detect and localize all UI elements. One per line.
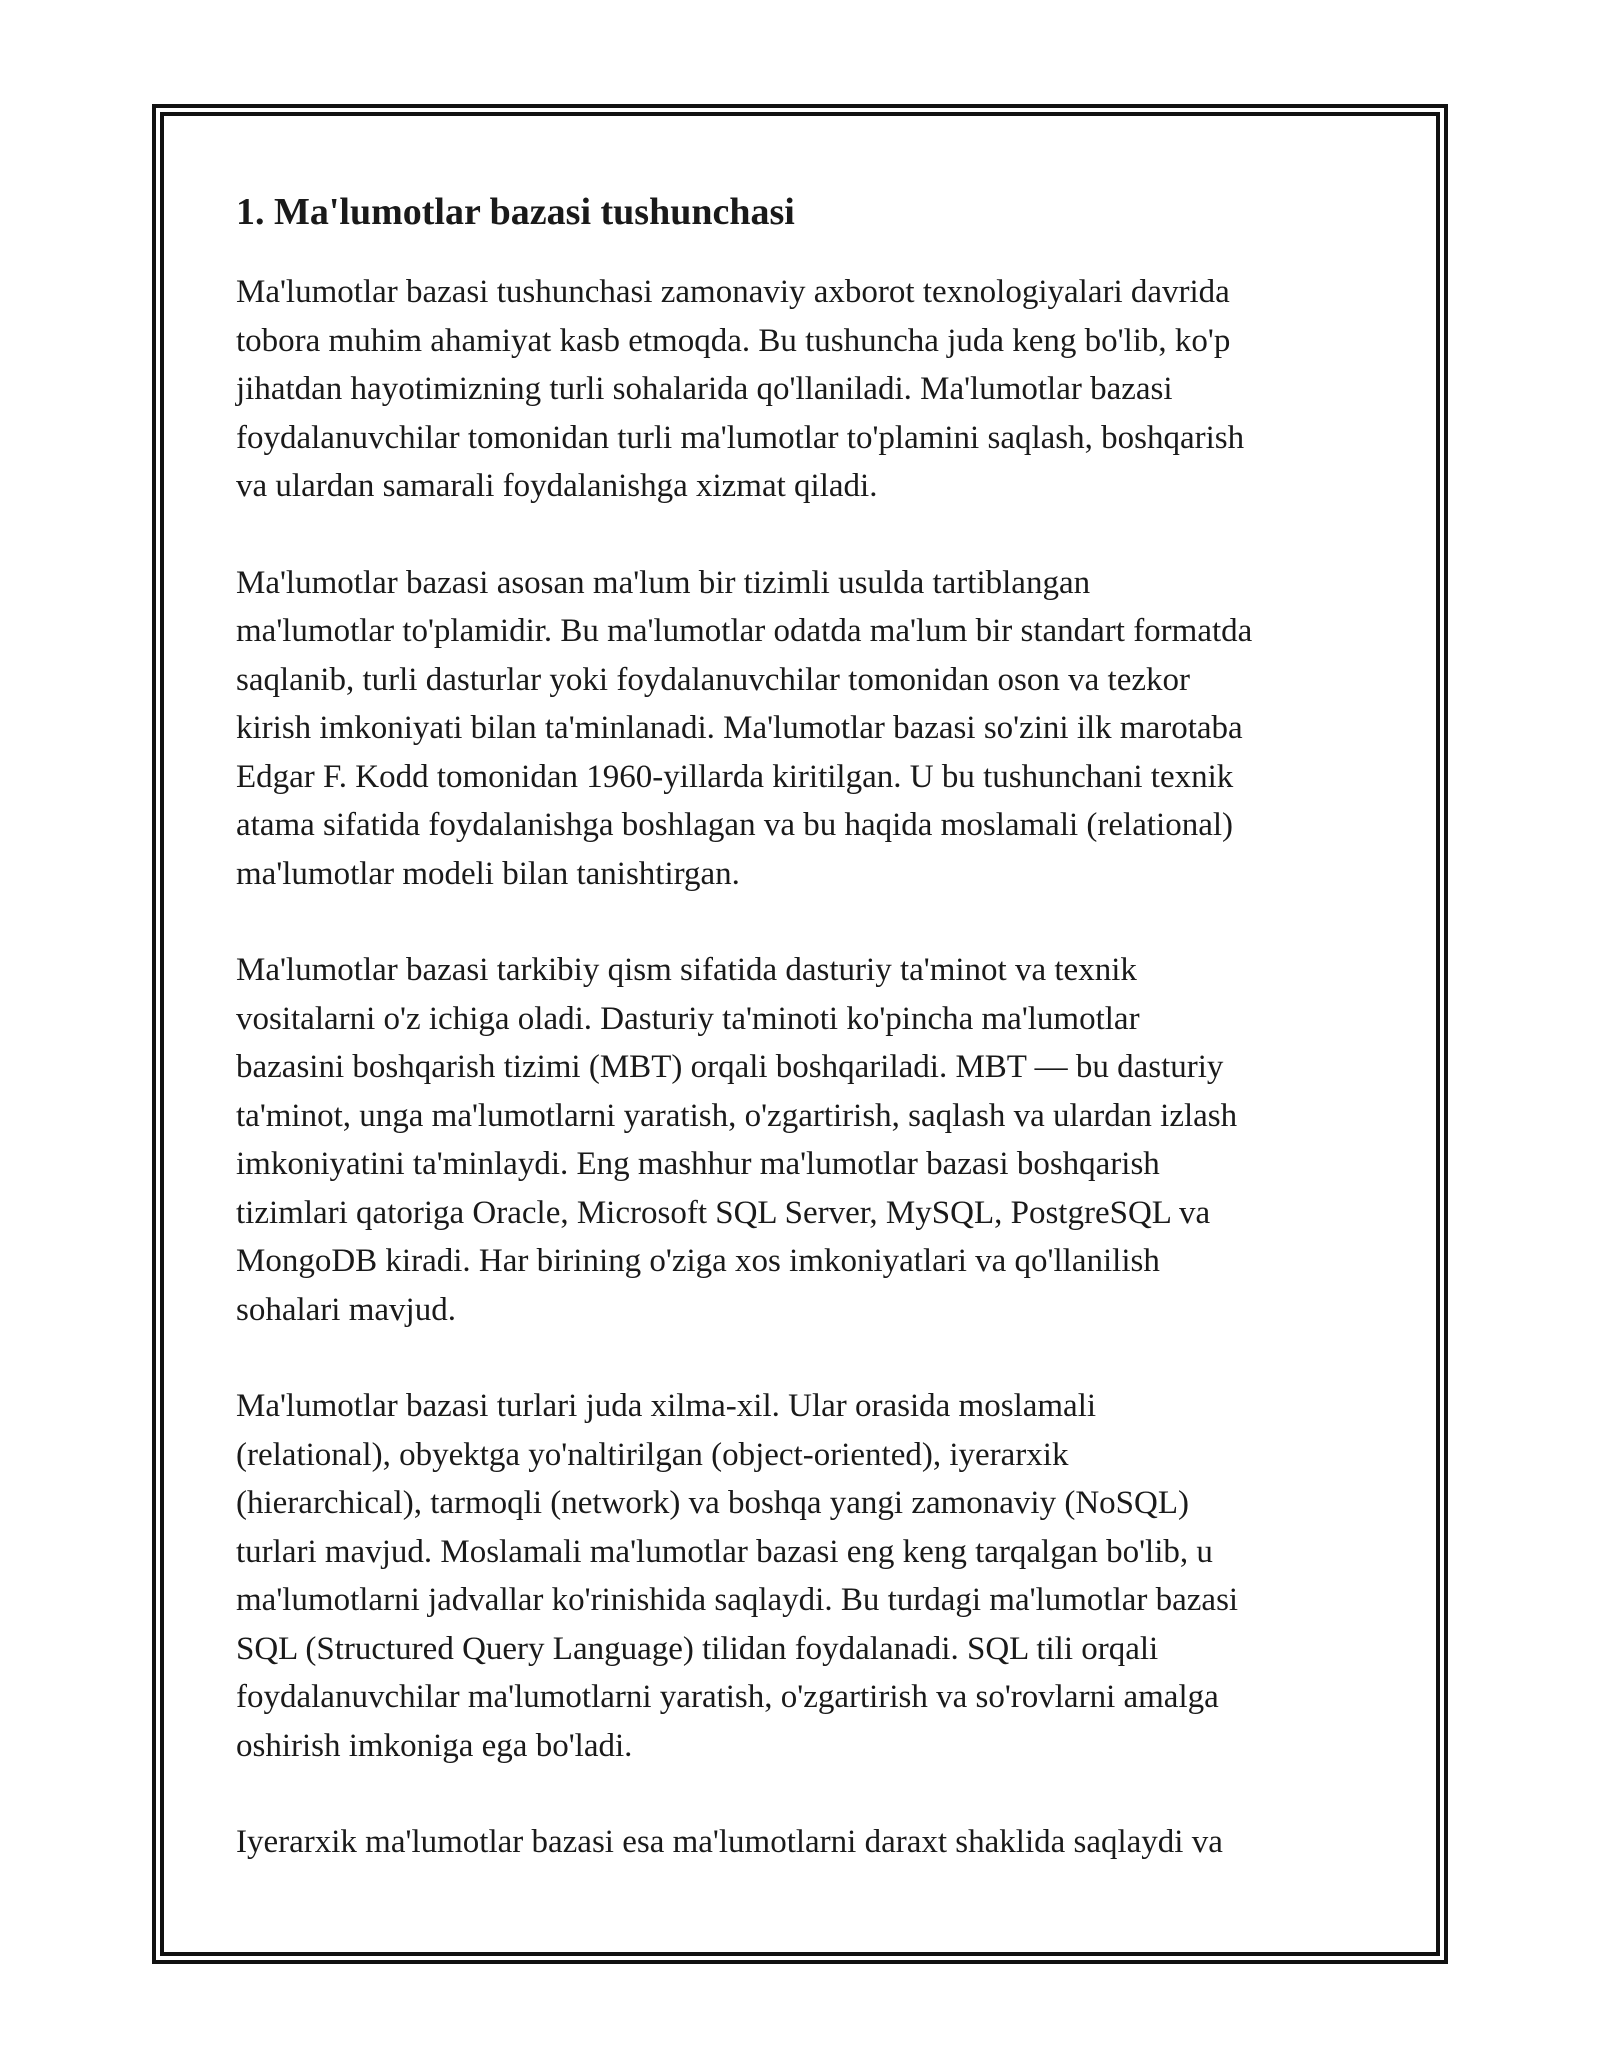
paragraph-line: tobora muhim ahamiyat kasb etmoqda. Bu tushuncha juda keng bo'lib, ko'p — [236, 322, 1231, 359]
paragraph — [236, 946, 1386, 1334]
paragraph-line: atama sifatida foydalanishga boshlagan va bu haqida moslamali (relational) — [236, 807, 1233, 843]
paragraph-line: (relational), obyektga yo'naltirilgan (object-oriented), iyerarxik — [236, 1436, 1069, 1473]
paragraph-line: jihatdan hayotimizning turli sohalarida qo'llaniladi. Ma'lumotlar bazasi — [236, 371, 1173, 407]
document-body — [236, 186, 1386, 1915]
paragraph-line: va ulardan samarali foydalanishga xizmat qiladi. — [236, 468, 878, 504]
paragraph-line: Ma'lumotlar bazasi asosan ma'lum bir tizimli usulda tartiblangan — [236, 564, 1091, 601]
paragraph-line: ma'lumotlar to'plamidir. Bu ma'lumotlar odatda ma'lum bir standart formatda — [236, 613, 1253, 649]
paragraph-line: sohalari mavjud. — [236, 1291, 456, 1328]
paragraph — [236, 1818, 1386, 1867]
paragraph-line: foydalanuvchilar ma'lumotlarni yaratish, o'zgartirish va so'rovlarni amalga — [236, 1679, 1219, 1715]
paragraph-line: imkoniyatini ta'minlaydi. Eng mashhur ma'lumotlar bazasi boshqarish — [236, 1146, 1160, 1182]
section-heading: 1. Ma'lumotlar bazasi tushunchasi — [236, 191, 795, 233]
paragraph-list — [236, 268, 1386, 1867]
paragraph-line: Ma'lumotlar bazasi tarkibiy qism sifatida dasturiy ta'minot va texnik — [236, 952, 1137, 988]
paragraph-line: oshirish imkoniga ega bo'ladi. — [236, 1727, 633, 1764]
paragraph-line: saqlanib, turli dasturlar yoki foydalanuvchilar tomonidan oson va tezkor — [236, 661, 1191, 698]
paragraph-line: vositalarni o'z ichiga oladi. Dasturiy ta'minoti ko'pincha ma'lumotlar — [236, 1000, 1140, 1037]
paragraph — [236, 268, 1386, 511]
paragraph-line: ta'minot, unga ma'lumotlarni yaratish, o'zgartirish, saqlash va ulardan izlash — [236, 1097, 1238, 1134]
paragraph-line: ma'lumotlarni jadvallar ko'rinishida saqlaydi. Bu turdagi ma'lumotlar bazasi — [236, 1582, 1239, 1618]
paragraph-line: foydalanuvchilar tomonidan turli ma'lumotlar to'plamini saqlash, boshqarish — [236, 419, 1245, 456]
paragraph-line: tizimlari qatoriga Oracle, Microsoft SQL Server, MySQL, PostgreSQL va — [236, 1194, 1211, 1231]
paragraph-line: Iyerarxik ma'lumotlar bazasi esa ma'lumotlarni daraxt shaklida saqlaydi va — [236, 1824, 1223, 1860]
paragraph-line: Ma'lumotlar bazasi turlari juda xilma-xil. Ular orasida moslamali — [236, 1388, 1097, 1424]
paragraph-line: ma'lumotlar modeli bilan tanishtirgan. — [236, 855, 740, 892]
paragraph-line: (hierarchical), tarmoqli (network) va boshqa yangi zamonaviy (NoSQL) — [236, 1485, 1190, 1521]
paragraph-line: SQL (Structured Query Language) tilidan foydalanadi. SQL tili orqali — [236, 1630, 1159, 1667]
paragraph-line: kirish imkoniyati bilan ta'minlanadi. Ma'lumotlar bazasi so'zini ilk marotaba — [236, 710, 1243, 746]
paragraph — [236, 559, 1386, 899]
paragraph-line: Ma'lumotlar bazasi tushunchasi zamonaviy axborot texnologiyalari davrida — [236, 274, 1230, 310]
paragraph-line: bazasini boshqarish tizimi (MBT) orqali boshqariladi. MBT — bu dasturiy — [236, 1049, 1224, 1085]
paragraph-line: turlari mavjud. Moslamali ma'lumotlar bazasi eng keng tarqalgan bo'lib, u — [236, 1533, 1213, 1570]
paragraph — [236, 1382, 1386, 1770]
paragraph-line: MongoDB kiradi. Har birining o'ziga xos imkoniyatlari va qo'llanilish — [236, 1243, 1160, 1279]
paragraph-line: Edgar F. Kodd tomonidan 1960-yillarda kiritilgan. U bu tushunchani texnik — [236, 758, 1234, 795]
